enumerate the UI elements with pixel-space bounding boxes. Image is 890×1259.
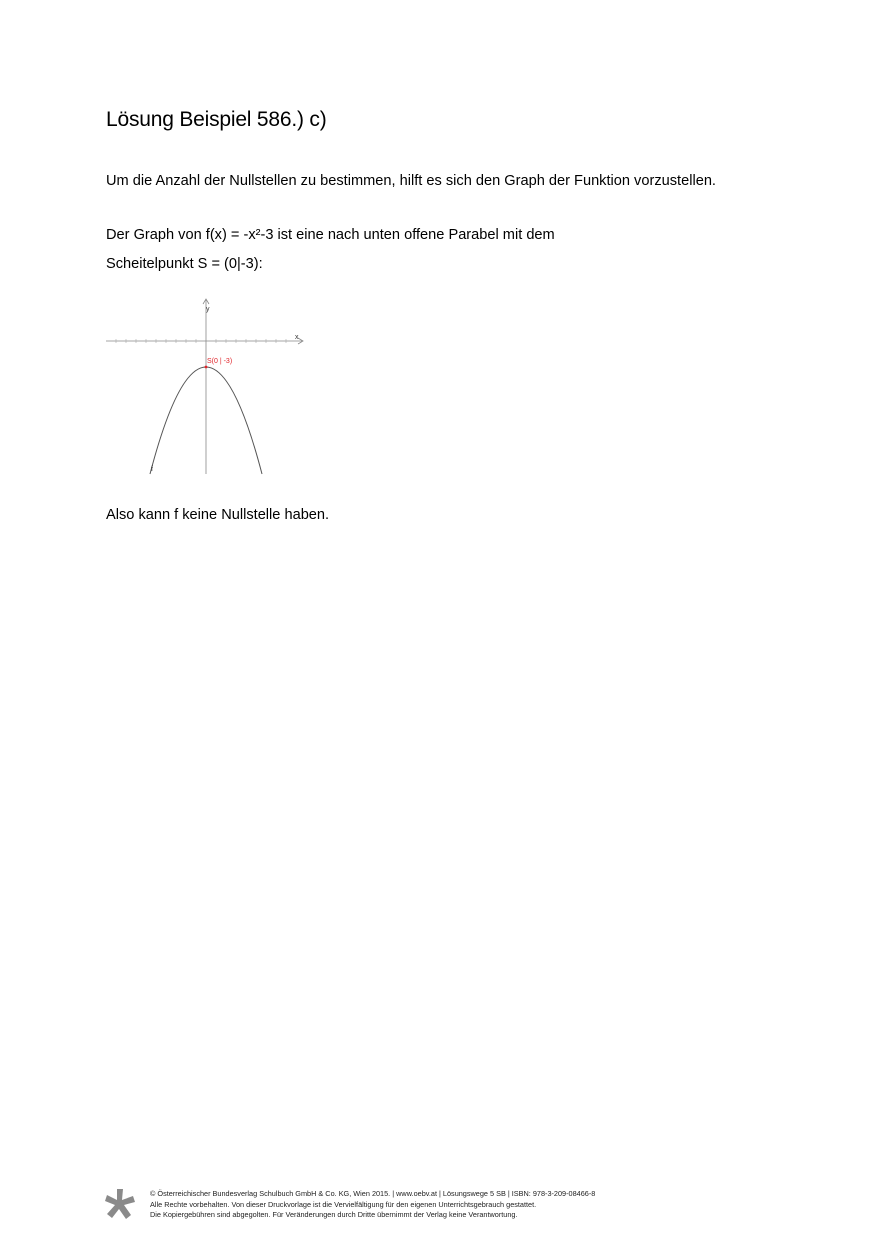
graph-description-line2: Scheitelpunkt S = (0|-3): [106, 256, 263, 272]
graph-description-line1: Der Graph von f(x) = -x²-3 ist eine nach unten offene Parabel mit dem [106, 227, 555, 243]
conclusion-paragraph: Also kann f keine Nullstelle haben. [106, 507, 330, 523]
footer-line1: © Österreichischer Bundesverlag Schulbuch GmbH & Co. KG, Wien 2015. | www.oebv.at | Lösungswege 5 SB | ISBN: 978-3-209-08466-8 [150, 1189, 596, 1198]
oebv-asterisk-icon [104, 1188, 136, 1220]
vertex-label: S(0 | -3) [207, 358, 233, 365]
y-axis-label: y [206, 306, 210, 313]
intro-paragraph: Um die Anzahl der Nullstellen zu bestimmen, hilft es sich den Graph der Funktion vorzustellen. [106, 173, 716, 189]
footer-line2: Alle Rechte vorbehalten. Von dieser Druckvorlage ist die Vervielfältigung für den eigenen Unterrichtsgebrauch gestattet. [150, 1199, 537, 1209]
curve-label: f [151, 466, 153, 473]
parabola-graph [104, 296, 310, 478]
footer-copyright [150, 1189, 595, 1221]
page-title: Lösung Beispiel 586.) c) [106, 108, 327, 131]
x-axis-label: x [295, 334, 299, 341]
footer-line3: Die Kopiergebühren sind abgegolten. Für Veränderungen durch Dritte übernimmt der Verlag keine Verantwortung. [150, 1210, 518, 1219]
vertex-point [205, 366, 208, 369]
